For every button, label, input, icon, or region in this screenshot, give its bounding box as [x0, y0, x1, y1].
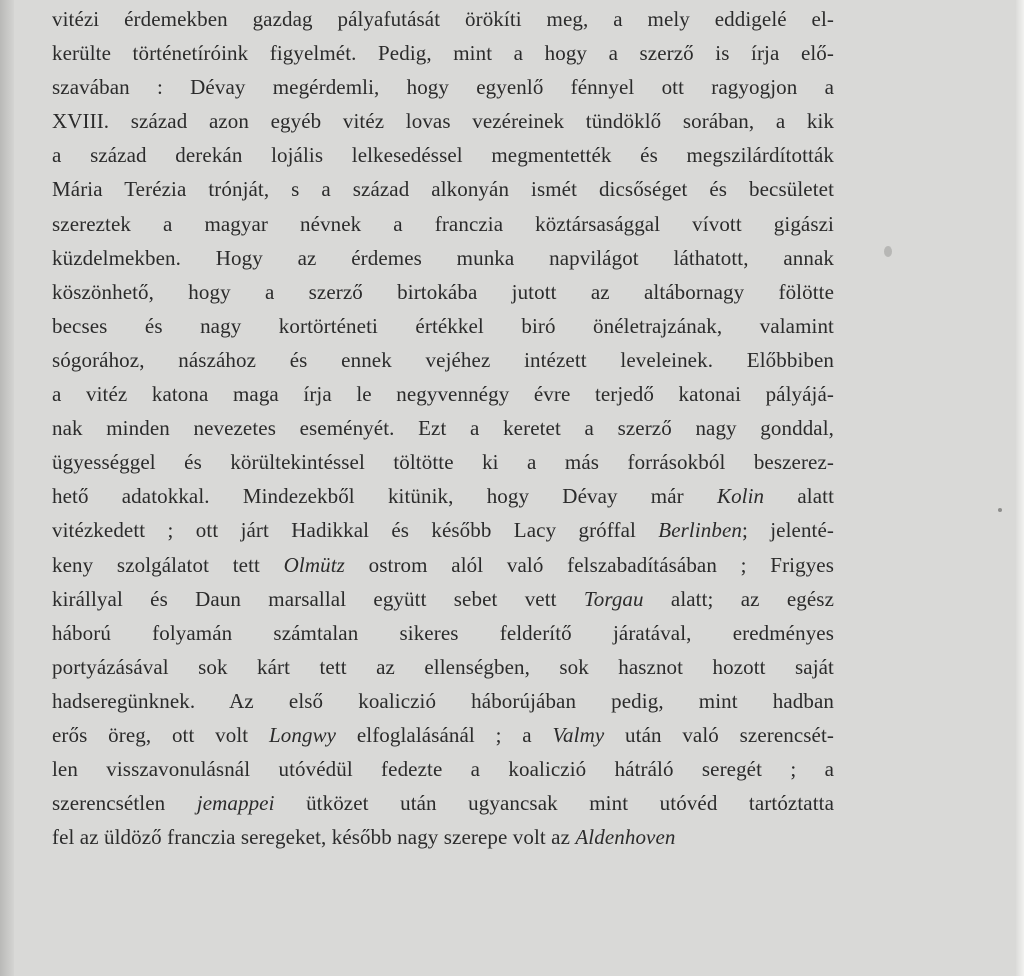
text-segment: sógorához, nászához és ennek vejéhez intézett leveleinek. Előbbiben [52, 347, 834, 372]
text-segment: a vitéz katona maga írja le negyvennégy évre terjedő katonai pályájá- [52, 382, 834, 407]
text-segment: len visszavonulásnál utóvédül fedezte a koaliczió hátráló seregét ; a [52, 757, 834, 782]
text-line [52, 752, 834, 786]
text-line [52, 343, 834, 377]
italic-place-name: Longwy [268, 722, 337, 747]
text-segment: alatt; az egész [643, 586, 835, 611]
text-line [52, 650, 834, 684]
scan-speck [884, 246, 892, 257]
text-segment: portyázásával sok kárt tett az ellenségben, sok hasznot hozott saját [52, 654, 834, 679]
text-segment: vitézkedett ; ott járt Hadikkal és később Lacy gróffal [52, 518, 659, 543]
document-body-text [52, 2, 834, 854]
text-line [52, 820, 834, 854]
text-segment: XVIII. század azon egyéb vitéz lovas vezéreinek tündöklő sorában, a kik [52, 109, 834, 134]
text-segment: elfoglalásánál ; a [336, 722, 553, 747]
text-segment: szereztek a magyar névnek a franczia köztársasággal vívott gigászi [52, 211, 834, 236]
text-segment: szerencsétlen [52, 791, 197, 816]
text-line [52, 2, 834, 36]
text-segment: hető adatokkal. Mindezekből kitünik, hogy Dévay már [52, 484, 717, 509]
text-segment: szavában : Dévay megérdemli, hogy egyenlő fénnyel ott ragyogjon a [52, 75, 834, 100]
italic-place-name: Kolin [716, 484, 765, 509]
text-line [52, 479, 834, 513]
text-line [52, 582, 834, 616]
text-segment: háború folyamán számtalan sikeres felderítő járatával, eredményes [52, 620, 834, 645]
italic-place-name: Torgau [583, 586, 644, 611]
text-segment: a század derekán lojális lelkesedéssel megmentették és megszilárdították [52, 143, 834, 168]
italic-place-name: Olmütz [283, 552, 345, 577]
text-segment: kerülte történetíróink figyelmét. Pedig, mint a hogy a szerző is írja elő- [52, 41, 834, 66]
text-line [52, 548, 834, 582]
text-line [52, 684, 834, 718]
text-segment: erős öreg, ott volt [52, 722, 269, 747]
scan-right-edge [1016, 0, 1024, 976]
text-line [52, 138, 834, 172]
text-segment: nak minden nevezetes eseményét. Ezt a keretet a szerző nagy gonddal, [52, 416, 834, 441]
italic-place-name: Valmy [552, 722, 605, 747]
text-segment: Mária Terézia trónját, s a század alkonyán ismét dicsőséget és becsületet [52, 177, 834, 202]
text-line [52, 207, 834, 241]
text-line [52, 36, 834, 70]
text-line [52, 70, 834, 104]
text-segment: után való szerencsét- [604, 722, 835, 747]
text-segment: alatt [764, 484, 835, 509]
text-line [52, 445, 834, 479]
italic-place-name: Aldenhoven [575, 825, 676, 850]
scan-page-edge [0, 0, 14, 976]
text-line [52, 241, 834, 275]
text-line [52, 275, 834, 309]
text-segment: becses és nagy kortörténeti értékkel biró önéletrajzának, valamint [52, 313, 834, 338]
text-line [52, 172, 834, 206]
text-line [52, 513, 834, 547]
text-segment: hadseregünknek. Az első koaliczió háborújában pedig, mint hadban [52, 688, 834, 713]
text-segment: fel az üldöző franczia seregeket, később nagy szerepe volt az [52, 825, 576, 850]
text-segment: vitézi érdemekben gazdag pályafutását örökíti meg, a mely eddigelé el- [52, 7, 834, 31]
text-segment: királlyal és Daun marsallal együtt sebet vett [52, 586, 584, 611]
text-line [52, 616, 834, 650]
text-segment: ; jelenté- [741, 518, 834, 543]
text-line [52, 309, 834, 343]
text-line [52, 411, 834, 445]
scan-speck [998, 508, 1002, 512]
text-segment: küzdelmekben. Hogy az érdemes munka napvilágot láthatott, annak [52, 245, 834, 270]
text-line [52, 104, 834, 138]
italic-place-name: Berlinben [658, 518, 742, 543]
text-line [52, 786, 834, 820]
text-line [52, 377, 834, 411]
text-segment: köszönhető, hogy a szerző birtokába jutott az altábornagy fölötte [52, 279, 834, 304]
text-segment: keny szolgálatot tett [52, 552, 284, 577]
text-segment: ügyességgel és körültekintéssel töltötte ki a más forrásokból beszerez- [52, 450, 834, 475]
text-segment: ütközet után ugyancsak mint utóvéd tartóztatta [274, 791, 834, 816]
italic-place-name: jemappei [196, 791, 275, 816]
text-segment: ostrom alól való felszabadításában ; Frigyes [344, 552, 834, 577]
text-line [52, 718, 834, 752]
